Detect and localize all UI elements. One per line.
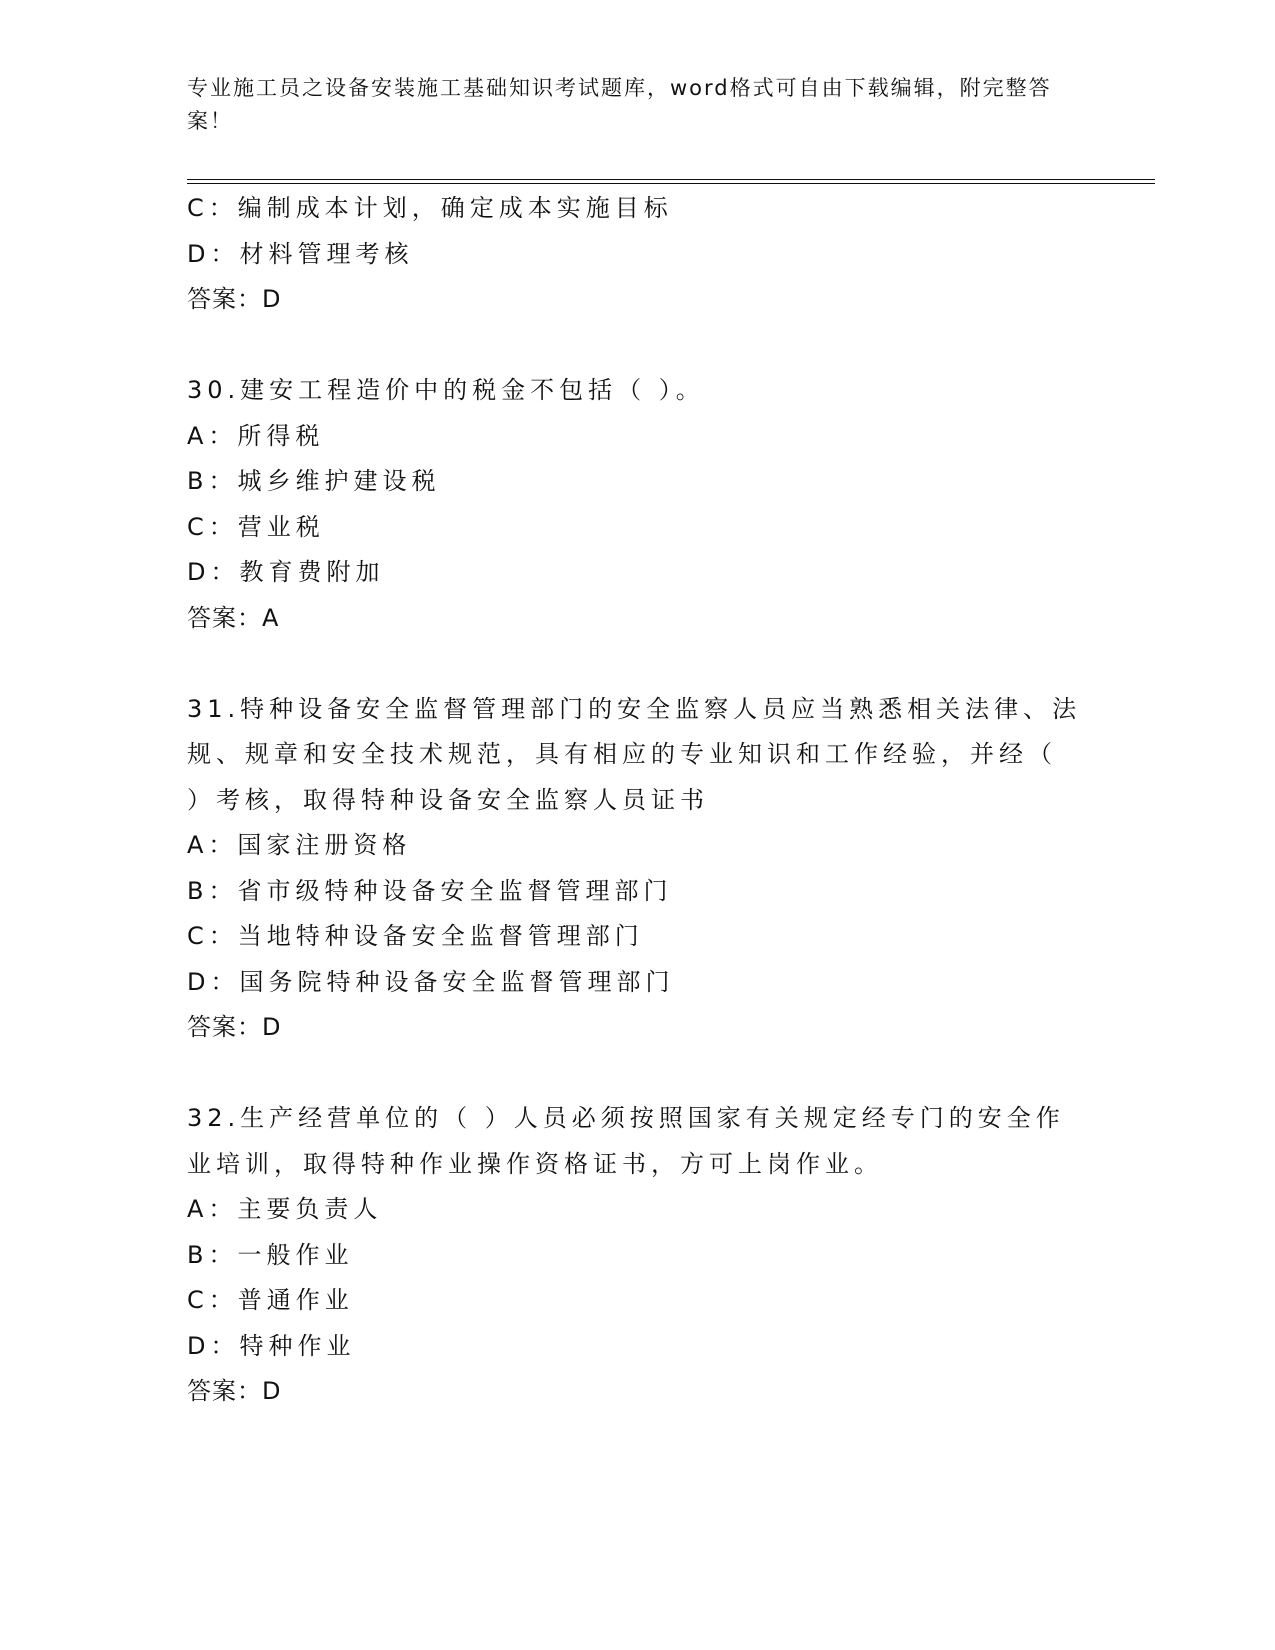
header-text: 专业施工员之设备安装施工基础知识考试题库，word格式可自由下载编辑，附完整答案！ [187, 76, 1052, 133]
option-d: D：教育费附加 [187, 558, 385, 586]
spacer [187, 323, 1087, 369]
question-fragment [187, 186, 1087, 323]
option-d: D：材料管理考核 [187, 239, 414, 268]
question-30 [187, 368, 1087, 641]
option-d: D：特种作业 [187, 1331, 356, 1360]
question-text-line-1: 32.生产经营单位的（ ）人员必须按照国家有关规定经专门的安全作 [187, 1104, 1065, 1132]
document-header [187, 72, 1067, 138]
question-31 [187, 687, 1087, 1051]
question-list [187, 186, 1087, 1415]
option-d: D：国务院特种设备安全监督管理部门 [187, 967, 675, 996]
answer: 答案：A [187, 603, 280, 632]
option-c: C：当地特种设备安全监督管理部门 [187, 922, 644, 950]
answer: 答案：D [187, 1377, 282, 1405]
answer: 答案：D [187, 1013, 282, 1041]
spacer [187, 1051, 1087, 1097]
option-b: B：省市级特种设备安全监督管理部门 [187, 876, 673, 905]
question-text-line-2: 业培训，取得特种作业操作资格证书，方可上岗作业。 [187, 1149, 883, 1178]
option-b: B：一般作业 [187, 1240, 354, 1269]
header-rule-bottom [187, 183, 1155, 184]
answer: 答案：D [187, 285, 282, 313]
question-text-line-2: 规、规章和安全技术规范，具有相应的专业知识和工作经验，并经（ [187, 740, 1057, 768]
question-text: 30.建安工程造价中的税金不包括（ ）。 [187, 376, 705, 404]
question-32 [187, 1096, 1087, 1415]
header-rule-top [187, 179, 1155, 180]
spacer [187, 641, 1087, 687]
option-a: A：所得税 [187, 421, 325, 450]
option-c: C：普通作业 [187, 1286, 354, 1314]
option-a: A：主要负责人 [187, 1195, 383, 1223]
option-b: B：城乡维护建设税 [187, 467, 441, 495]
option-c: C：营业税 [187, 512, 325, 541]
option-a: A：国家注册资格 [187, 831, 412, 859]
question-text-line-1: 31.特种设备安全监督管理部门的安全监察人员应当熟悉相关法律、法 [187, 694, 1082, 723]
option-c: C：编制成本计划，确定成本实施目标 [187, 194, 673, 222]
question-text-line-3: ）考核，取得特种设备安全监察人员证书 [187, 785, 709, 814]
